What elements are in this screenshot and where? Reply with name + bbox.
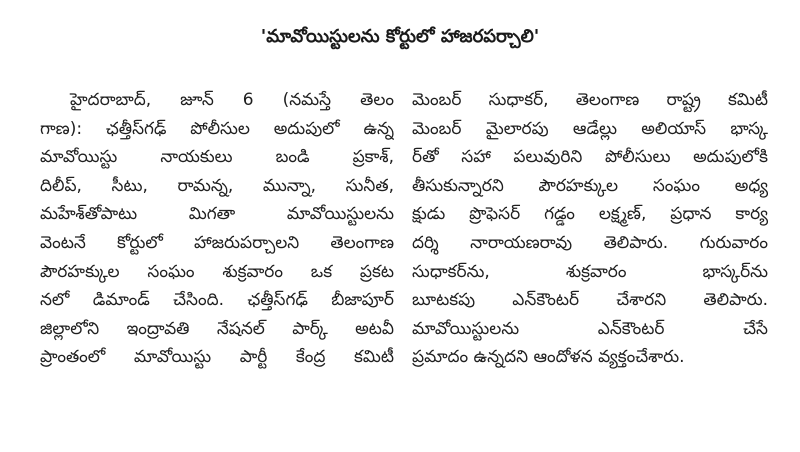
headline: 'మావోయిస్టులను కోర్టులో హాజరపర్చాలి' — [260, 26, 540, 47]
body-line: మావోయిస్టులను ఎన్‌కౌంటర్ చేసే — [412, 318, 768, 339]
body-line: దిలీప్, సీటు, రామన్న, మున్నా, సునీత, — [40, 175, 394, 196]
body-line: నలో డిమాండ్ చేసింది. ఛత్తీస్‌గఢ్ బీజాపూర్ — [40, 290, 394, 311]
body-line: గాణ): ఛత్తీస్‌గఢ్ పోలీసుల అదుపులో ఉన్న — [40, 118, 394, 139]
body-line: ప్రమాదం ఉన్నదని ఆందోళన వ్యక్తంచేశారు. — [412, 347, 685, 368]
body-line: హైదరాబాద్, జూన్ 6 (నమస్తే తెలం — [70, 90, 394, 110]
body-line: మెంబర్ మైలారపు ఆడేల్లు అలియాస్ భాస్క — [412, 118, 768, 139]
body-line: మహేశ్‌తోపాటు మిగతా మావోయిస్టులను — [40, 204, 394, 225]
body-line: బూటకపు ఎన్‌కౌంటర్ చేశారని తెలిపారు. — [412, 290, 768, 311]
body-line: జిల్లాలోని ఇంద్రావతి నేషనల్ పార్క్ అటవీ — [40, 318, 394, 339]
body-line: సుధాకర్‌ను, శుక్రవారం భాస్కర్‌ను — [412, 261, 768, 282]
body-line: క్షుడు ప్రొఫెసర్ గడ్డం లక్ష్మణ్, ప్రధాన కార్య — [412, 204, 768, 225]
article-column-right — [412, 86, 768, 372]
body-line: మావోయిస్టు నాయకులు బండి ప్రకాశ్, — [40, 147, 394, 168]
body-line: ర్‌తో సహా పలువురిని పోలీసులు అదుపులోకి — [412, 147, 768, 168]
body-line: దర్శి నారాయణరావు తెలిపారు. గురువారం — [412, 232, 768, 253]
body-line: వెంటనే కోర్టులో హాజరుపర్చాలని తెలంగాణ — [40, 232, 394, 253]
body-line: తీసుకున్నారని పౌరహక్కుల సంఘం అధ్య — [412, 175, 768, 196]
body-line: పౌరహక్కుల సంఘం శుక్రవారం ఒక ప్రకట — [40, 261, 394, 282]
body-line: ప్రాంతంలో మావోయిస్టు పార్టీ కేంద్ర కమిటీ — [40, 347, 394, 368]
body-line: మెంబర్ సుధాకర్, తెలంగాణ రాష్ట్ర కమిటీ — [412, 90, 768, 110]
article-column-left — [40, 86, 394, 372]
